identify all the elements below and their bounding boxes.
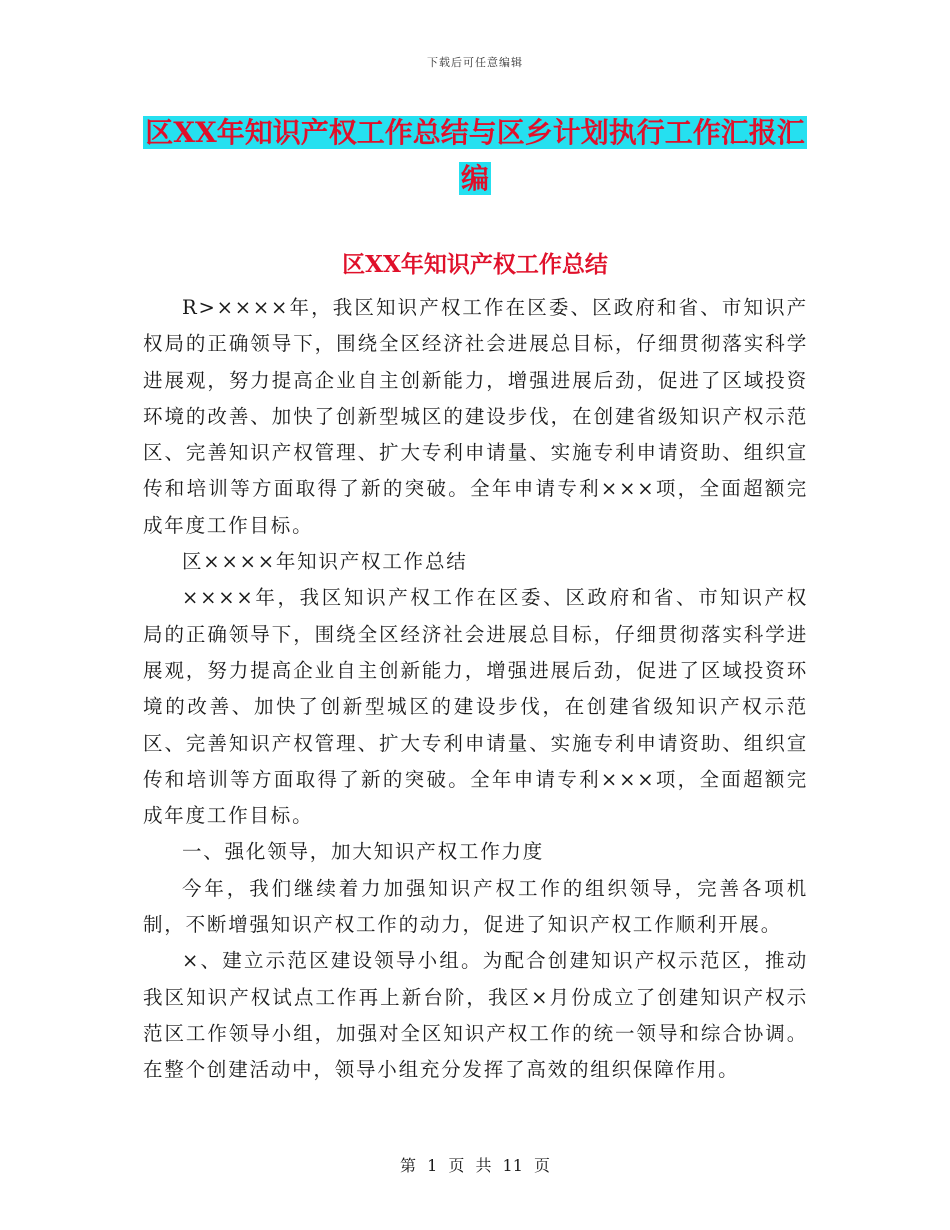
document-title <box>140 110 810 202</box>
header-note: 下载后可任意编辑 <box>427 56 523 69</box>
paragraph-leadership: 今年，我们继续着力加强知识产权工作的组织领导，完善各项机制，不断增强知识产权工作的动力，促进了知识产权工作顺利开展。 <box>143 876 808 937</box>
page-number-footer: 第 1 页 共 11 页 <box>400 1156 550 1175</box>
document-title-line-1: 区XX年知识产权工作总结与区乡计划执行工作汇报汇 <box>145 116 805 149</box>
paragraph-section-heading: 一、强化领导，加大知识产权工作力度 <box>182 840 545 864</box>
paragraph-leading-group: ×、建立示范区建设领导小组。为配合创建知识产权示范区，推动我区知识产权试点工作再上新台阶，我区×月份成立了创建知识产权示范区工作领导小组，加强对全区知识产权工作的统一领导和综合协调。在整个创建活动中，领导小组充分发挥了高效的组织保障作用。 <box>143 949 808 1082</box>
document-body <box>143 290 808 1089</box>
paragraph-intro: R>××××年，我区知识产权工作在区委、区政府和省、市知识产权局的正确领导下，围绕全区经济社会进展总目标，仔细贯彻落实科学进展观，努力提高企业自主创新能力，增强进展后劲，促进了区域投资环境的改善、加快了创新型城区的建设步伐，在创建省级知识产权示范区、完善知识产权管理、扩大专利申请量、实施专利申请资助、组织宣传和培训等方面取得了新的突破。全年申请专利×××项，全面超额完成年度工作目标。 <box>143 296 808 537</box>
section-title: 区XX年知识产权工作总结 <box>342 251 608 278</box>
document-title-line-2: 编 <box>460 162 489 195</box>
paragraph-summary: ××××年，我区知识产权工作在区委、区政府和省、市知识产权局的正确领导下，围绕全区经济社会进展总目标，仔细贯彻落实科学进展观，努力提高企业自主创新能力，增强进展后劲，促进了区域投资环境的改善、加快了创新型城区的建设步伐，在创建省级知识产权示范区、完善知识产权管理、扩大专利申请量、实施专利申请资助、组织宣传和培训等方面取得了新的突破。全年申请专利×××项，全面超额完成年度工作目标。 <box>143 586 808 828</box>
paragraph-heading-repeat: 区××××年知识产权工作总结 <box>182 550 468 574</box>
